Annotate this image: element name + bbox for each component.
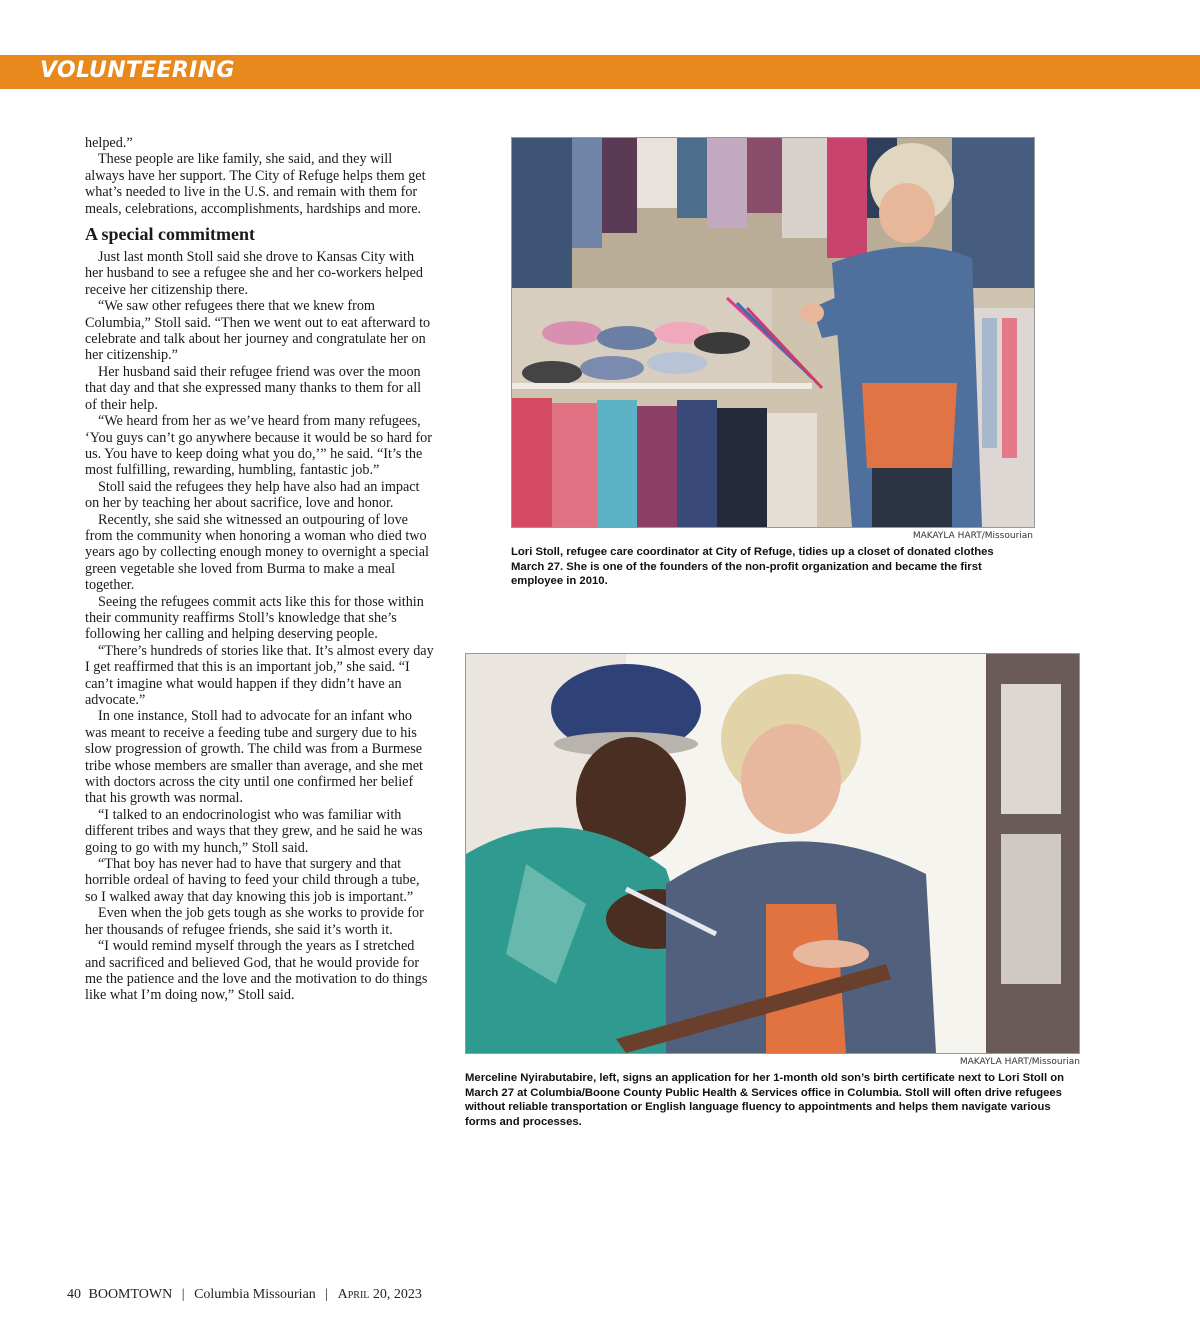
- photo1-credit: MAKAYLA HART/Missourian: [912, 531, 1033, 541]
- section-banner: [0, 55, 1200, 89]
- photo2-caption: Merceline Nyirabutabire, left, signs an application for her 1-month old son’s birth certificate next to Lori Stoll on March 27 at Columbia/Boone County Public Health & Services office in Columbia. Stoll will often drive refugees without reliable transportation or English language fluency to appointments and helps them navigate various forms and processes.: [465, 1072, 1065, 1128]
- photo-clothing-closet-illustration: [512, 138, 1034, 527]
- publication-name: BOOMTOWN: [88, 1287, 173, 1302]
- photo2-credit: MAKAYLA HART/Missourian: [959, 1057, 1080, 1067]
- article-body: [85, 135, 435, 1004]
- photo-signing-application: [465, 653, 1080, 1054]
- article-paragraph: Even when the job gets tough as she works to provide for her thousands of refugee friends, she said it’s worth it.: [85, 905, 424, 938]
- article-paragraph: Seeing the refugees commit acts like this for those within their community reaffirms Stoll’s knowledge that she’s following her calling and helping deserving people.: [85, 593, 424, 643]
- article-paragraph: Recently, she said she witnessed an outpouring of love from the community when honoring a woman who died two years ago by collecting enough money to overnight a special green vegetable she loved from Burma to make a meal together.: [85, 511, 429, 594]
- article-paragraph: “We saw other refugees there that we knew from Columbia,” Stoll said. “Then we went out to eat afterward to celebrate and talk about her journey and congratulate her on her citizenship.”: [85, 298, 431, 364]
- article-paragraph: “That boy has never had to have that surgery and that horrible ordeal of having to feed your child through a tube, so I walked away that day knowing this job is important.”: [85, 856, 420, 905]
- article-paragraph: In one instance, Stoll had to advocate for an infant who was meant to receive a feeding tube and surgery due to his slow progression of growth. The child was from a Burmese tribe whose members are smaller than average, and she met with doctors across the city until one confirmed her belief that his growth was normal.: [85, 708, 423, 807]
- article-subhead: A special commitment: [85, 224, 255, 245]
- article-paragraph: “I talked to an endocrinologist who was familiar with different tribes and ways that they grew, and he said he was going to go with my hunch,” Stoll said.: [85, 806, 423, 856]
- article-paragraph: These people are like family, she said, and they will always have her support. The City of Refuge helps them get what’s needed to live in the U.S. and remain with them for meals, celebrations, accomplishments, hardships and more.: [85, 151, 426, 217]
- page-footer: 40 BOOMTOWN | Columbia Missourian | April 20, 2023: [67, 1287, 422, 1302]
- article-paragraph: “We heard from her as we’ve heard from many refugees, ‘You guys can’t go anywhere because it would be so hard for us. You have to keep doing what you do,’” he said. “It’s the most fulfilling, rewarding, humbling, fantastic job.”: [85, 413, 432, 479]
- article-paragraph: helped.”: [85, 135, 133, 151]
- section-label: VOLUNTEERING: [40, 58, 235, 83]
- article-paragraph: “I would remind myself through the years as I stretched and sacrificed and believed God, that he would provide for me the patience and the love and the motivation to do things like what I’m doing now,” Stoll said.: [85, 938, 428, 1004]
- article-paragraph: Just last month Stoll said she drove to Kansas City with her husband to see a refugee she and her co-workers helped receive her citizenship there.: [85, 249, 423, 298]
- page-number: 40: [67, 1287, 81, 1302]
- photo-clothing-closet: [511, 137, 1035, 528]
- newspaper-name: Columbia Missourian: [194, 1287, 316, 1302]
- issue-date: April 20, 2023: [337, 1287, 422, 1302]
- photo-signing-application-illustration: [466, 654, 1079, 1053]
- photo1-caption: Lori Stoll, refugee care coordinator at City of Refuge, tidies up a closet of donated clothes March 27. She is one of the founders of the non-profit organization and became the first employee in 2010.: [511, 546, 994, 587]
- article-paragraph: “There’s hundreds of stories like that. It’s almost every day I get reaffirmed that this is an important job,” she said. “I can’t imagine what would happen if they didn’t have an advocate.”: [85, 642, 434, 708]
- article-paragraph: Stoll said the refugees they help have also had an impact on her by teaching her about sacrifice, love and honor.: [85, 478, 420, 512]
- article-paragraph: Her husband said their refugee friend was over the moon that day and that she expressed many thanks to them for all of their help.: [85, 363, 422, 413]
